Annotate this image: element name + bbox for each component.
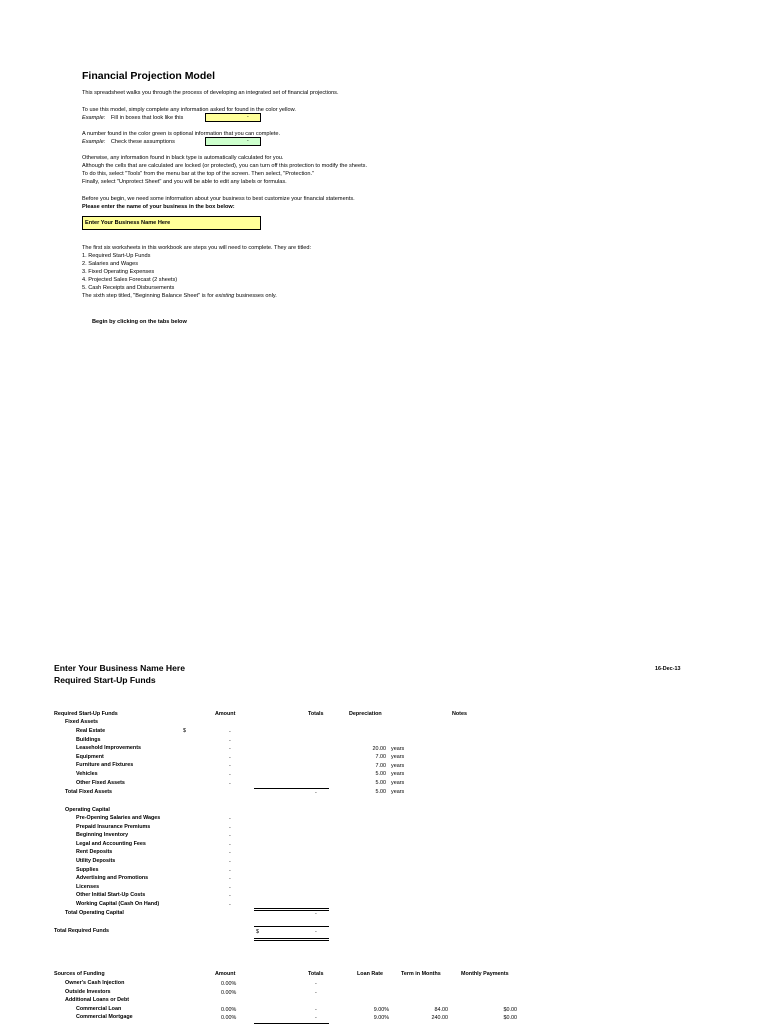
step-item: 1. Required Start-Up Funds bbox=[82, 253, 151, 259]
funding-header-term: Term in Months bbox=[401, 971, 441, 977]
locked-note-3: To do this, select "Tools" from the menu bar at the top of the screen. Then select, "Protection." bbox=[82, 171, 315, 177]
green-instruction: A number found in the color green is optional information that you can complete. bbox=[82, 131, 281, 137]
operating-capital-amount: - bbox=[229, 816, 231, 822]
depreciation-years: 20.00 bbox=[372, 745, 386, 752]
operating-capital-amount: - bbox=[229, 893, 231, 900]
fixed-asset-label: Real Estate bbox=[76, 728, 106, 734]
monthly-payment: $0.00 bbox=[503, 1015, 517, 1022]
operating-capital-label: Working Capital (Cash On Hand) bbox=[76, 901, 160, 907]
locked-note-4: Finally, select "Unprotect Sheet" and you will be able to edit any labels or formulas. bbox=[82, 179, 287, 185]
funding-amount: 0.00% bbox=[221, 981, 237, 987]
column-header-totals: Totals bbox=[308, 711, 324, 717]
fixed-asset-amount: - bbox=[229, 772, 231, 778]
intro-description: This spreadsheet walks you through the process of developing an integrated set of financial projections. bbox=[82, 90, 339, 96]
total-divider bbox=[254, 910, 329, 911]
depreciation-unit: years bbox=[391, 788, 405, 795]
loan-rate: 9.00% bbox=[373, 1015, 389, 1022]
column-header-notes: Notes bbox=[452, 711, 467, 717]
column-header-depreciation: Depreciation bbox=[349, 711, 382, 717]
funding-header-rate: Loan Rate bbox=[357, 971, 384, 977]
operating-capital-label: Pre-Opening Salaries and Wages bbox=[76, 815, 161, 821]
before-begin-text: Before you begin, we need some information about your business to best customize your financial statements. bbox=[82, 196, 355, 202]
fixed-asset-label: Other Fixed Assets bbox=[76, 779, 125, 786]
depreciation-years: 5.00 bbox=[375, 788, 386, 795]
funding-total: - bbox=[315, 1006, 317, 1013]
currency-symbol: $ bbox=[183, 728, 186, 734]
operating-capital-amount: - bbox=[229, 902, 231, 908]
operating-capital-label: Supplies bbox=[76, 866, 99, 873]
operating-capital-amount: - bbox=[229, 859, 231, 865]
locked-note-1: Otherwise, any information found in black type is automatically calculated for you. bbox=[82, 155, 284, 161]
total-divider bbox=[254, 926, 329, 927]
page-title: Financial Projection Model bbox=[82, 70, 216, 82]
funding-header-totals: Totals bbox=[308, 971, 324, 977]
fixed-asset-label: Buildings bbox=[76, 736, 101, 743]
depreciation-unit: years bbox=[391, 780, 405, 786]
total-required-currency: $ bbox=[256, 929, 259, 935]
funding-source-label: Outside Investors bbox=[65, 988, 111, 995]
funding-amount: 0.00% bbox=[221, 989, 237, 996]
fixed-asset-amount: - bbox=[229, 780, 231, 787]
operating-capital-label: Advertising and Promotions bbox=[76, 875, 149, 882]
total-operating-capital-label: Total Operating Capital bbox=[65, 910, 124, 916]
fixed-assets-label: Fixed Assets bbox=[65, 719, 99, 725]
step-item: 3. Fixed Operating Expenses bbox=[82, 269, 155, 275]
funding-total: - bbox=[315, 989, 317, 996]
funding-amount: 0.00% bbox=[221, 1006, 237, 1013]
operating-capital-amount: - bbox=[229, 833, 231, 840]
operating-capital-label: Utility Deposits bbox=[76, 858, 116, 864]
fixed-asset-amount: - bbox=[229, 763, 231, 770]
total-fixed-assets-label: Total Fixed Assets bbox=[65, 789, 113, 795]
total-divider bbox=[254, 938, 329, 939]
sixth-step-note: The sixth step titled, "Beginning Balance Sheet" is for existing businesses only. bbox=[82, 293, 277, 299]
funding-header-amount: Amount bbox=[215, 971, 236, 977]
depreciation-years: 7.00 bbox=[375, 762, 386, 769]
green-example-row bbox=[82, 139, 175, 146]
green-example-text: Check these assumptions bbox=[110, 139, 175, 145]
total-divider bbox=[254, 908, 329, 909]
operating-capital-amount: - bbox=[229, 850, 231, 857]
begin-note: Begin by clicking on the tabs below bbox=[92, 319, 187, 325]
total-divider bbox=[254, 788, 329, 789]
fixed-asset-amount: - bbox=[229, 729, 231, 735]
fixed-asset-label: Equipment bbox=[76, 753, 104, 760]
total-fixed-assets-value: - bbox=[315, 790, 317, 796]
funding-source-label: Owner's Cash Injection bbox=[65, 980, 125, 986]
operating-capital-label: Rent Deposits bbox=[76, 849, 113, 856]
yellow-input-sample[interactable]: - bbox=[205, 113, 261, 122]
yellow-example-text: Fill in boxes that look like this bbox=[110, 115, 184, 121]
total-required-funds-label: Total Required Funds bbox=[54, 928, 110, 934]
column-header-amount: Amount bbox=[215, 711, 236, 717]
funding-total: - bbox=[315, 981, 317, 987]
depreciation-unit: years bbox=[391, 754, 405, 761]
enter-name-prompt: Please enter the name of your business in the box below: bbox=[82, 204, 235, 210]
funding-header-section: Sources of Funding bbox=[54, 971, 105, 977]
step-item: 4. Projected Sales Forecast (2 sheets) bbox=[82, 277, 178, 283]
fixed-asset-label: Furniture and Fixtures bbox=[76, 762, 134, 769]
funding-source-label: Commercial Mortgage bbox=[76, 1014, 133, 1021]
funding-source-label: Additional Loans or Debt bbox=[65, 997, 130, 1004]
example-label: Example: bbox=[82, 139, 106, 145]
funding-amount: 0.00% bbox=[221, 1015, 237, 1022]
green-input-sample[interactable]: - bbox=[205, 137, 261, 146]
worksheets-intro: The first six worksheets in this workbook are steps you will need to complete. They are titled: bbox=[82, 245, 312, 251]
example-label: Example: bbox=[82, 115, 106, 121]
depreciation-years: 7.00 bbox=[375, 754, 386, 761]
yellow-instruction: To use this model, simply complete any information asked for found in the color yellow. bbox=[82, 107, 296, 113]
funding-source-label: Commercial Loan bbox=[76, 1005, 122, 1012]
fixed-asset-amount: - bbox=[229, 737, 231, 744]
total-required-funds-value: - bbox=[315, 929, 317, 935]
depreciation-years: 5.00 bbox=[375, 771, 386, 778]
operating-capital-amount: - bbox=[229, 876, 231, 883]
business-name-input[interactable]: Enter Your Business Name Here bbox=[82, 216, 261, 230]
operating-capital-label: Legal and Accounting Fees bbox=[76, 840, 146, 847]
locked-note-2: Although the cells that are calculated are locked (or protected), you can turn off this protection to modify the sheets. bbox=[82, 163, 368, 169]
operating-capital-label: Beginning Inventory bbox=[76, 832, 129, 839]
monthly-payment: $0.00 bbox=[503, 1006, 517, 1013]
loan-rate: 9.00% bbox=[373, 1006, 389, 1013]
sheet-title: Required Start-Up Funds bbox=[54, 675, 156, 685]
loan-term: 240.00 bbox=[431, 1015, 448, 1022]
fixed-asset-label: Vehicles bbox=[76, 771, 98, 777]
operating-capital-label: Operating Capital bbox=[65, 807, 110, 813]
funding-total: - bbox=[315, 1015, 317, 1022]
operating-capital-amount: - bbox=[229, 841, 231, 848]
operating-capital-amount: - bbox=[229, 884, 231, 891]
yellow-example-row bbox=[82, 115, 183, 122]
step-item: 2. Salaries and Wages bbox=[82, 261, 139, 267]
depreciation-unit: years bbox=[391, 762, 405, 769]
operating-capital-label: Prepaid Insurance Premiums bbox=[76, 823, 151, 830]
total-divider bbox=[254, 940, 329, 941]
fixed-asset-amount: - bbox=[229, 754, 231, 761]
operating-capital-amount: - bbox=[229, 824, 231, 831]
column-header-section: Required Start-Up Funds bbox=[54, 711, 118, 717]
fixed-asset-amount: - bbox=[229, 746, 231, 753]
fixed-asset-label: Leasehold Improvements bbox=[76, 745, 142, 752]
sheet-date: 16-Dec-13 bbox=[655, 666, 681, 672]
depreciation-unit: years bbox=[391, 745, 405, 752]
operating-capital-label: Licenses bbox=[76, 883, 100, 890]
step-item: 5. Cash Receipts and Disbursements bbox=[82, 285, 175, 291]
depreciation-years: 5.00 bbox=[375, 780, 386, 786]
operating-capital-label: Other Initial Start-Up Costs bbox=[76, 892, 146, 899]
total-operating-capital-value: - bbox=[315, 911, 317, 917]
loan-term: 84.00 bbox=[434, 1006, 448, 1013]
depreciation-unit: years bbox=[391, 771, 405, 778]
business-name-heading: Enter Your Business Name Here bbox=[54, 663, 186, 673]
funding-header-payments: Monthly Payments bbox=[461, 971, 509, 977]
operating-capital-amount: - bbox=[229, 867, 231, 874]
